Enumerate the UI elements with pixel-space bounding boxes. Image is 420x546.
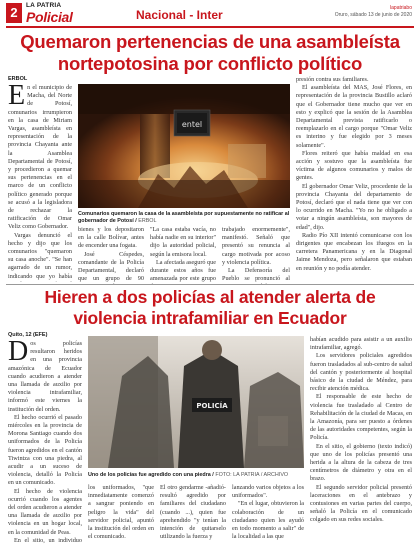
story1-dateline: ERBOL [8, 76, 28, 82]
fire-photo-illustration [78, 84, 290, 208]
story1-paragraph: n el municipio de Macha, del Norte de Potosí, comunarios irrumpieron en la casa de Miriam Vargas, asambleísta en representación de la provincia Chayanta ante la Asamblea Departamental de Potosí, y procedieron a quemar sus pertenencias en el marco de un conflicto político generado porque se acusó a la legisladora de rechazar la ratificación de Omar Veliz como Gobernador. [8, 84, 72, 231]
story1-column-5 [296, 76, 412, 282]
story1-paragraph: Radio Pío XII intentó comunicarse con los dirigentes que encabezan los ifuegos en la carretera Panamericana y en la Diagonal Jaime Mendoza, pero señalaron que estaban en reunión y no podía atender. [296, 231, 412, 272]
story1-paragraph: Flores reiteró que había maldad en esa acción y sostuvo que la asambleísta fue víctima de algunos comunarios y malos de gentes. [296, 149, 412, 182]
story1-column-4 [222, 226, 290, 284]
story1-caption-text: Comunarios quemaron la casa de la asambleísta por supuestamente no ratificar al gobernador de Potosí [78, 211, 290, 224]
story1-column-1 [8, 84, 72, 282]
story2-column-2 [88, 484, 154, 544]
section-title: Nacional - Inter [136, 8, 223, 22]
story2-paragraph: os policías resultaron heridos en una provincia amazónica de Ecuador cuando acudieron a atender una llamada de auxilio por violencia intrafamiliar, informó este viernes la institución del orden. [8, 340, 82, 413]
story1-headline: Quemaron pertenencias de una asambleísta nortepotosina por conflicto político [20, 31, 400, 74]
story1-paragraph: El asambleísta del MAS, José Flores, en representación de la provincia Bustillo aclaró que el Gobernador tiene mucho que ver en esto y explicó que la sesión de la Asamblea Departamental prevista ratificarlo o reemplazarlo en el cargo porque "Omar Veliz es interino y fue elegido por 3 meses solamente". [296, 84, 412, 149]
brand-main: Policial [26, 8, 73, 25]
story2-caption-text: Uno de los policías fue agredido con una piedra [88, 472, 211, 478]
story1-caption: Comunarios quemaron la casa de la asambleísta por supuestamente no ratificar al gobernador de Potosí / ERBOL [78, 211, 290, 224]
issue-date: Oruro, sábado 13 de junio de 2020 [334, 11, 412, 18]
story1-paragraph: Vargas denunció el hecho y dijo que los comunarios "quemaron su casa anoche". "Se han agarrado de un rumor, indicando que yo había [8, 231, 72, 280]
story2-paragraph: Los servidores policiales agredidos fueron trasladados al sub-centro de salud del cantón y posteriormente al hospital básico de la ciudad de Méndez, para recibir atención médica. [310, 352, 412, 393]
story2-text: En el sitio, un individuo [14, 536, 82, 544]
newspaper-logo [6, 3, 73, 24]
story2-headline: Hieren a dos policías al atender alerta de violencia intrafamiliar en Ecuador [44, 287, 376, 328]
story1-paragraph: La afectada aseguró que durante estos años fue amenazada por este grupo [150, 258, 216, 283]
story1-paragraph: bienes y los depositaron en la calle Bolívar, antes de encender una fogata. [78, 226, 144, 250]
story2-paragraph [8, 537, 82, 544]
site-label: lapatriabo [390, 5, 412, 11]
story2-paragraph: El hecho de violencia ocurrió cuando los agentes del orden acudieron a atender una llamada de auxilio por violencia en un hogar local, en la comunidad de Peas. [8, 487, 82, 536]
story2-paragraph: los uniformados, "que inmediatamente comenzó a sangrar poniendo en peligro la vida" del servidor policial, apuntó la institución del orden en el comunicado. [88, 484, 154, 541]
page-number: 2 [6, 3, 22, 23]
story2-column-4 [232, 484, 304, 544]
story2-column-3 [160, 484, 226, 544]
page-header [0, 0, 420, 30]
brand [26, 3, 73, 24]
story2-paragraph: El otro gendarme -añadió- resultó agredido por familiares del ciudadano (cuando ...), quien fue aprehendido "y tenían la intención de quitarselo utilizando la fuerza y [160, 484, 226, 541]
story1-paragraph: El gobernador Omar Veliz, procedente de la provincia Chayanta del departamento de Potosí, declaró que el nada tiene que ver con lo ocurrido en Macha. "Yo no he obligado a votar a ningún asambleísta, son mayores de edad", dijo. [296, 182, 412, 231]
header-meta [335, 5, 412, 19]
story1-paragraph: "La casa estaba vacía, no había nadie en su interior" dijo la autoridad policial, según la emisora local. [150, 226, 216, 258]
story2-paragraph: El segundo servidor policial presentó laceraciones en el antebrazo y contusiones en varias partes del cuerpo, señaló la Policía en el comunicado colgado en sus redes sociales. [310, 483, 412, 524]
story2-paragraph: En el sitio, el gobierno (texto indicó) que uno de los policías presentó una herida a la altura de la cabeza de tres centímetros de diámetro y otra en el brazo. [310, 442, 412, 483]
story1-paragraph: trabajado enormemente", manifestó. Señaló que presentó su renuncia al cargo motivada por acoso y violencia política. [222, 226, 290, 266]
story2-dropcap: D [8, 340, 29, 367]
story2-dateline: Quito, 12 (EFE) [8, 332, 48, 338]
story2-photo-credit: FOTO: LA PATRIA / ARCHIVO [215, 472, 289, 478]
story2-column-5 [310, 336, 412, 544]
story2-paragraph: lanzando varios objetos a los uniformados". [232, 484, 304, 500]
police-photo-illustration [88, 336, 304, 468]
story1-paragraph: La Defensoría del Pueblo se pronunció al [222, 267, 290, 283]
story2-column-1 [8, 340, 82, 544]
story1-photo-credit: ERBOL [138, 218, 157, 224]
story2-paragraph: El hecho ocurrió el pasado miércoles en la provincia de Morona Santiago cuando dos uniformados de la Policía fueron agredidos en el cantón Tiwintza con una piedra, al acudir a un suceso de violencia, detalló la Policía en un comunicado. [8, 413, 82, 487]
police-vest-text: POLICÍA [196, 402, 228, 410]
story1-column-2 [78, 226, 144, 284]
story1-column-3 [150, 226, 216, 284]
header-rule [6, 26, 414, 28]
story2-photo [88, 336, 304, 468]
story1-dropcap: E [8, 84, 26, 111]
brand-top: LA PATRIA [26, 2, 62, 9]
screen-logo-text: entel [181, 120, 203, 129]
story2-paragraph: El responsable de este hecho de violencia fue trasladado al Centro de Rehabilitación de la ciudad de Macas, en la Amazonía, para ser puesto a órdenes de las autoridades competentes, según la Policía. [310, 393, 412, 442]
story1-paragraph: presión contra sus familiares. [296, 76, 369, 83]
story2-paragraph: habían acudido para asistir a un auxilio intrafamiliar, agregó. [310, 336, 412, 352]
story2-paragraph: "En el lugar, obtuvieron la colaboración de un ciudadano quien les ayudó en todo momento a salir" de la localidad a las que [232, 500, 304, 541]
story1-paragraph: José Céspedes, comandante de la Policía Departamental, declaró que un grupo de 90 [78, 250, 144, 283]
story2-caption: Uno de los policías fue agredido con una piedra / FOTO: LA PATRIA / ARCHIVO [88, 472, 289, 478]
story1-photo [78, 84, 290, 208]
story-separator [6, 284, 414, 285]
